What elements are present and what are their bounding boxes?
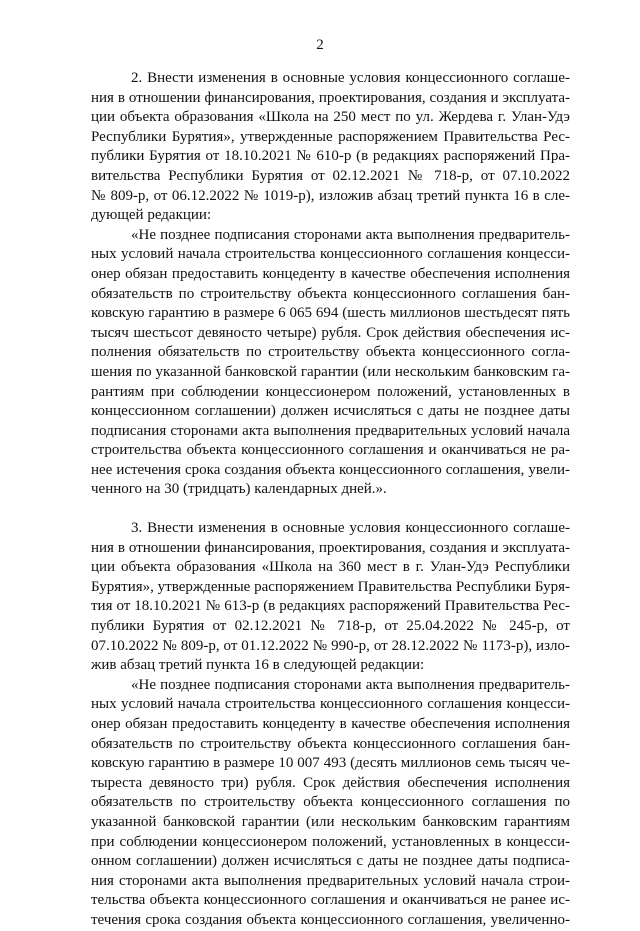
text-line: шения по указанной банковской гарантии (или нескольким банковским га-	[91, 363, 570, 380]
text-line: при соблюдении концессионером положений, установленных в концесси-	[91, 833, 570, 850]
text-line: тыреста девяносто три) рубля. Срок действия обеспечения исполнения	[91, 774, 570, 791]
text-line: онер обязан предоставить концеденту в качестве обеспечения исполнения	[91, 265, 570, 282]
text-line: тысяч шестьсот девяносто четыре) рубля. Срок действия обеспечения ис-	[91, 324, 570, 341]
text-line: ции объекта образования «Школа на 360 мест в г. Улан-Удэ Республики	[91, 559, 570, 576]
text-line: ковскую гарантию в размере 6 065 694 (шесть миллионов шестьдесят пять	[91, 305, 570, 322]
text-line: Бурятия», утвержденные распоряжением Правительства Республики Буря-	[91, 578, 570, 595]
paragraph-gap	[91, 500, 570, 519]
text-line: ния сторонами акта выполнения предварительных условий начала строи-	[91, 872, 570, 889]
text-line: Республики Бурятия», утвержденные распоряжением Правительства Рес-	[91, 128, 570, 145]
text-line: 07.10.2022 № 809-р, от 01.12.2022 № 990-р, от 28.12.2022 № 1173-р), изло-	[91, 637, 570, 654]
text-line: строительства объекта концессионного соглашения и оканчиваться не ра-	[91, 442, 570, 459]
text-line: указанной банковской гарантии (или нескольким банковским гарантиям	[91, 813, 570, 830]
paragraph	[91, 676, 570, 931]
text-line: публики Бурятия от 02.12.2021 № 718-р, от 25.04.2022 № 245-р, от	[91, 618, 570, 635]
text-line: 2. Внести изменения в основные условия концессионного соглаше-	[131, 70, 570, 86]
text-line: публики Бурятия от 18.10.2021 № 610-р (в редакциях распоряжений Пра-	[91, 148, 570, 165]
text-line: обязательств по строительству объекта концессионного соглашения бан-	[91, 735, 570, 752]
text-line: 3. Внести изменения в основные условия концессионного соглаше-	[131, 520, 570, 537]
text-line: дующей редакции:	[91, 207, 212, 224]
text-line: нее истечения срока создания объекта концессионного соглашения, увели-	[91, 461, 570, 478]
paragraph	[91, 519, 570, 676]
text-line: ченного на 30 (тридцать) календарных дней.».	[91, 481, 387, 498]
text-line: вительства Республики Бурятия от 02.12.2021 № 718-р, от 07.10.2022	[91, 167, 570, 184]
text-line: ния в отношении финансирования, проектирования, создания и эксплуата-	[91, 89, 570, 106]
text-line: тия от 18.10.2021 № 613-р (в редакциях распоряжений Правительства Рес-	[91, 598, 570, 615]
text-line: «Не позднее подписания сторонами акта выполнения предваритель-	[131, 676, 570, 693]
text-line: «Не позднее подписания сторонами акта выполнения предваритель-	[131, 226, 570, 243]
text-line: ковскую гарантию в размере 10 007 493 (десять миллионов семь тысяч че-	[91, 755, 570, 772]
text-line: онном соглашении) должен исчисляться с даты не позднее даты подписа-	[91, 853, 570, 870]
text-line: ных условий начала строительства концессионного соглашения концесси-	[91, 246, 570, 263]
text-line: ции объекта образования «Школа на 250 мест по ул. Жердева г. Улан-Удэ	[91, 109, 570, 126]
paragraph	[91, 226, 570, 500]
text-line: концессионном соглашении) должен исчисляться с даты не позднее даты	[91, 403, 570, 420]
text-line: подписания сторонами акта выполнения предварительных условий начала	[91, 422, 570, 439]
text-line: тельства объекта концессионного соглашения и оканчиваться не ранее ис-	[91, 892, 570, 909]
text-line: рантиям при соблюдении концессионером положений, установленных в	[91, 383, 570, 400]
document-body	[91, 69, 570, 931]
text-line: полнения обязательств по строительству объекта концессионного согла-	[91, 344, 570, 361]
text-line: жив абзац третий пункта 16 в следующей редакции:	[91, 657, 425, 674]
text-line: ния в отношении финансирования, проектирования, создания и эксплуата-	[91, 539, 570, 556]
text-line: онер обязан предоставить концеденту в качестве обеспечения исполнения	[91, 716, 570, 732]
page-number: 2	[316, 37, 324, 53]
text-line: течения срока создания объекта концессионного соглашения, увеличенно-	[91, 911, 570, 928]
text-line: № 809-р, от 06.12.2022 № 1019-р), изложив абзац третий пункта 16 в сле-	[91, 187, 570, 204]
paragraph	[91, 69, 570, 226]
text-line: ных условий начала строительства концессионного соглашения концесси-	[91, 696, 570, 713]
text-line: обязательств по строительству объекта концессионного соглашения бан-	[91, 285, 570, 302]
text-line: обязательств по строительству объекта концессионного соглашения по	[91, 794, 570, 811]
